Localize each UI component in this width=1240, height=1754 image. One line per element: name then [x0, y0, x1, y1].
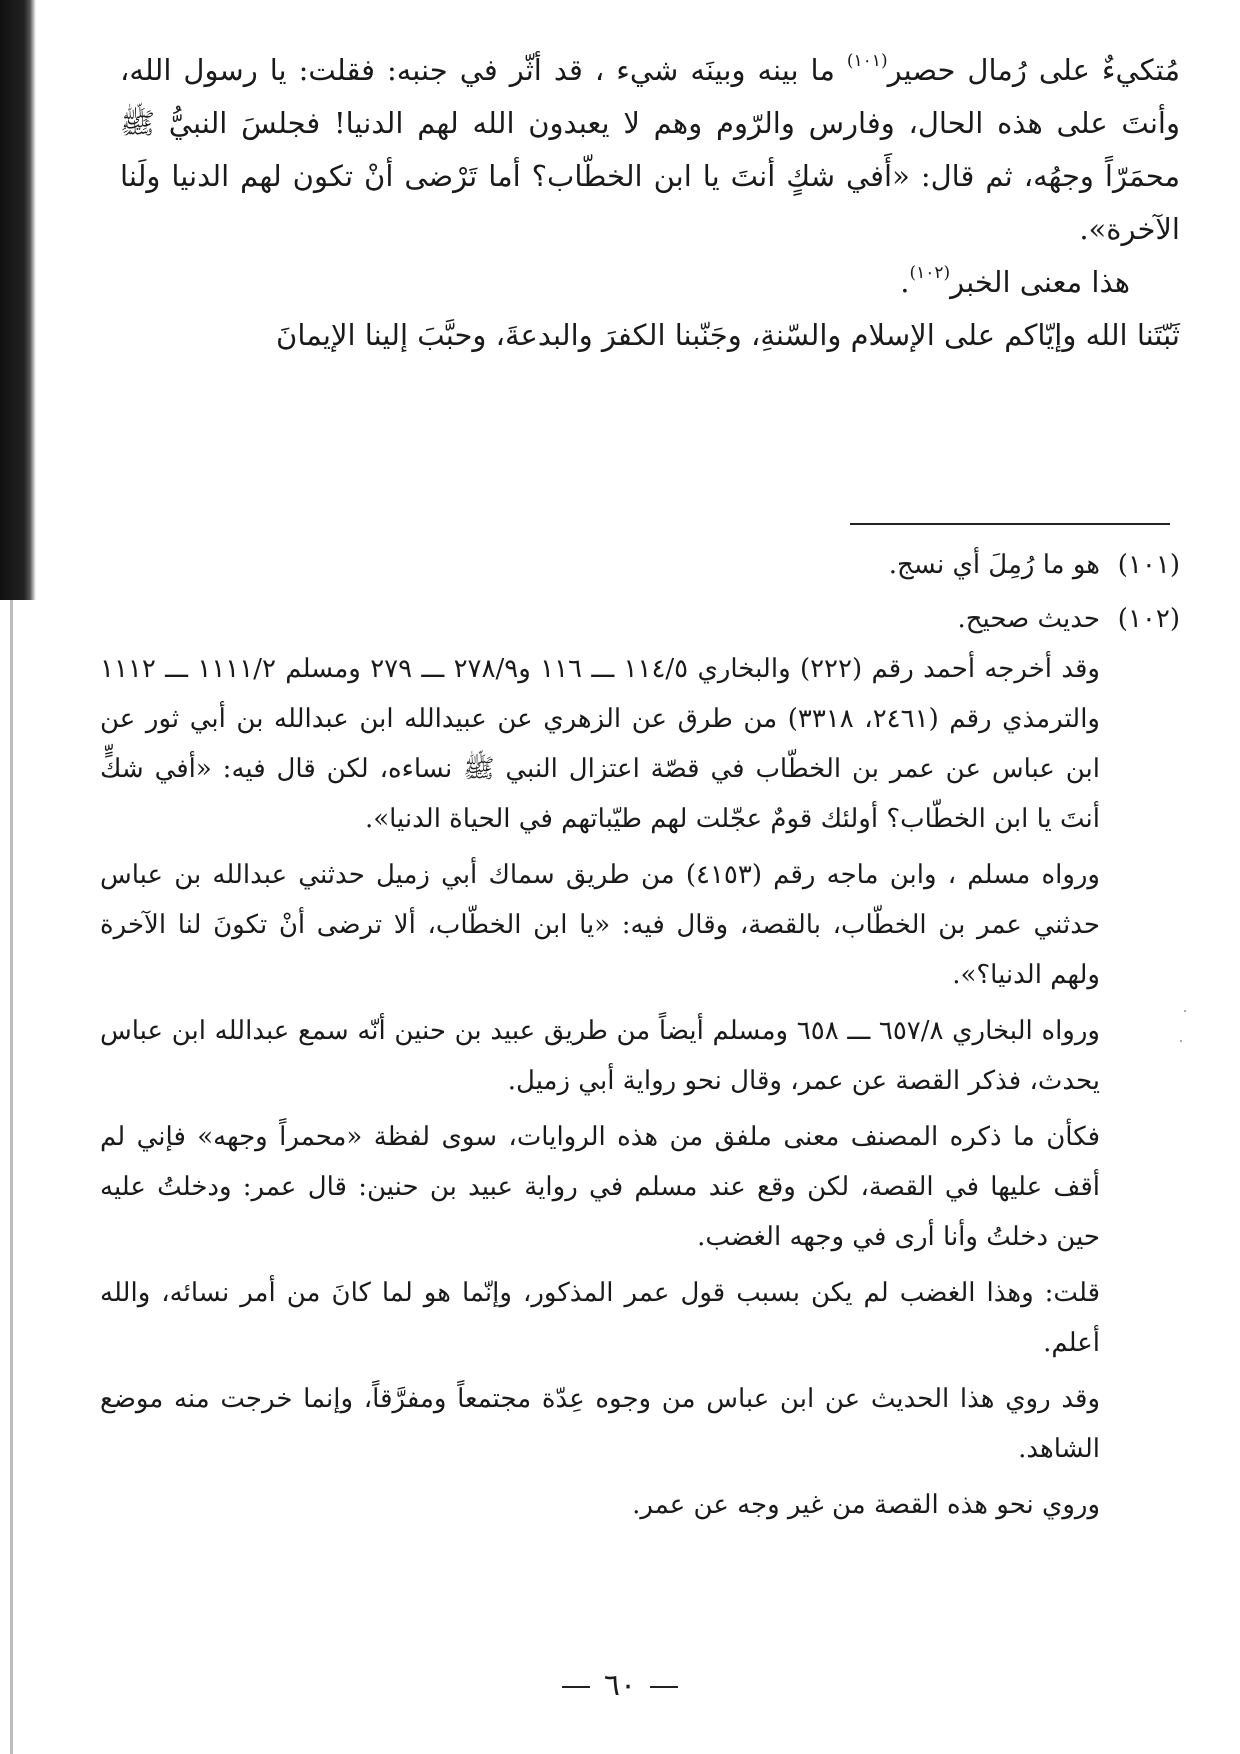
binding-line	[10, 600, 13, 1754]
page-number-dash	[650, 1686, 678, 1688]
footnote-number: (١٠١)	[1117, 550, 1180, 580]
footnote-paragraph: ورواه البخاري ٦٥٧/٨ ـــ ٦٥٨ ومسلم أيضاً من طريق عبيد بن حنين أنّه سمع عبدالله ابن عباس يحدث، فذكر القصة عن عمر، وقال نحو رواية أبي زميل.	[100, 1016, 1100, 1096]
footnote-body	[100, 644, 1100, 1530]
main-paragraph-2: هذا معنى الخبر$^{(١٠٢)}$.	[900, 263, 1130, 299]
footnote-text: هو ما رُمِلَ أي نسج.	[888, 550, 1100, 580]
footnote-number: (١٠٢)	[1117, 604, 1180, 634]
footnote-paragraph: قلت: وهذا الغضب لم يكن بسبب قول عمر المذكور، وإنّما هو لما كانَ من أمر نسائه، والله أعلم.	[100, 1278, 1100, 1358]
main-text	[120, 44, 1180, 362]
paper-speck	[1180, 1040, 1182, 1042]
footnote-separator	[850, 523, 1170, 525]
footnote-ref-101: (١٠١)	[846, 51, 888, 71]
footnote-paragraph: وقد أخرجه أحمد رقم (٢٢٢) والبخاري ١١٤/٥ ـــ ١١٦ و٢٧٨/٩ ـــ ٢٧٩ ومسلم ١١١١/٢ ـــ ١١١٢ والترمذي رقم (٢٤٦١، ٣٣١٨) من طرق عن الزهري عن عبيدالله ابن عبدالله بن أبي ثور عن ابن عباس عن عمر بن الخطّاب في قصّة اعتزال النبي ﷺ نساءه، لكن قال فيه: «أفي شكٍّ أنتَ يا ابن الخطّاب؟ أولئك قومٌ عجّلت لهم طيّباتهم في الحياة الدنيا».	[100, 654, 1100, 834]
footnote-101	[100, 540, 1180, 590]
paper-speck	[1184, 1010, 1186, 1012]
footnotes	[100, 540, 1180, 1536]
binding-shadow	[0, 0, 36, 600]
footnote-paragraph: وروي نحو هذه القصة من غير وجه عن عمر.	[632, 1490, 1100, 1520]
footnote-ref-102: (١٠٢)	[909, 263, 951, 283]
footnote-paragraph: فكأن ما ذكره المصنف معنى ملفق من هذه الروايات، سوى لفظة «محمراً وجهه» فإني لم أقف عليها في القصة، لكن وقع عند مسلم في رواية عبيد بن حنين: قال عمر: ودخلتُ عليه حين دخلتُ وأنا أرى في وجهه الغضب.	[100, 1122, 1100, 1252]
footnote-text: حديث صحيح.	[957, 604, 1100, 634]
page-number: ٦٠	[0, 1668, 1240, 1703]
main-paragraph-1: مُتكيءٌ على رُمال حصير$^{(١٠١)}$ ما بينه وبينَه شيء ، قد أثّر في جنبه: فقلت: يا رسول الله، وأنتَ على هذه الحال، وفارس والرّوم وهم لا يعبدون الله لهم الدنيا! فجلسَ النبيُّ ﷺ محمَرّاً وجهُه، ثم قال: «أَفي شكٍ أنتَ يا ابن الخطّاب؟ أما تَرْضى أنْ تكون لهم الدنيا ولَنا الآخرة».	[120, 51, 1180, 246]
footnote-102	[100, 594, 1180, 1530]
main-paragraph-3: ثَبّتَنا الله وإيّاكم على الإسلام والسّنةِ، وجَنّبنا الكفرَ والبدعةَ، وحبَّبَ إلينا الإيمانَ	[276, 318, 1180, 352]
page-number-dash	[562, 1686, 590, 1688]
footnote-paragraph: ورواه مسلم ، وابن ماجه رقم (٤١٥٣) من طريق سماك أبي زميل حدثني عبدالله بن عباس حدثني عمر بن الخطّاب، بالقصة، وقال فيه: «يا ابن الخطّاب، ألا ترضى أنْ تكونَ لنا الآخرة ولهم الدنيا؟».	[100, 860, 1100, 990]
footnote-paragraph: وقد روي هذا الحديث عن ابن عباس من وجوه عِدّة مجتمعاً ومفرَّقاً، وإنما خرجت منه موضع الشاهد.	[100, 1384, 1100, 1464]
